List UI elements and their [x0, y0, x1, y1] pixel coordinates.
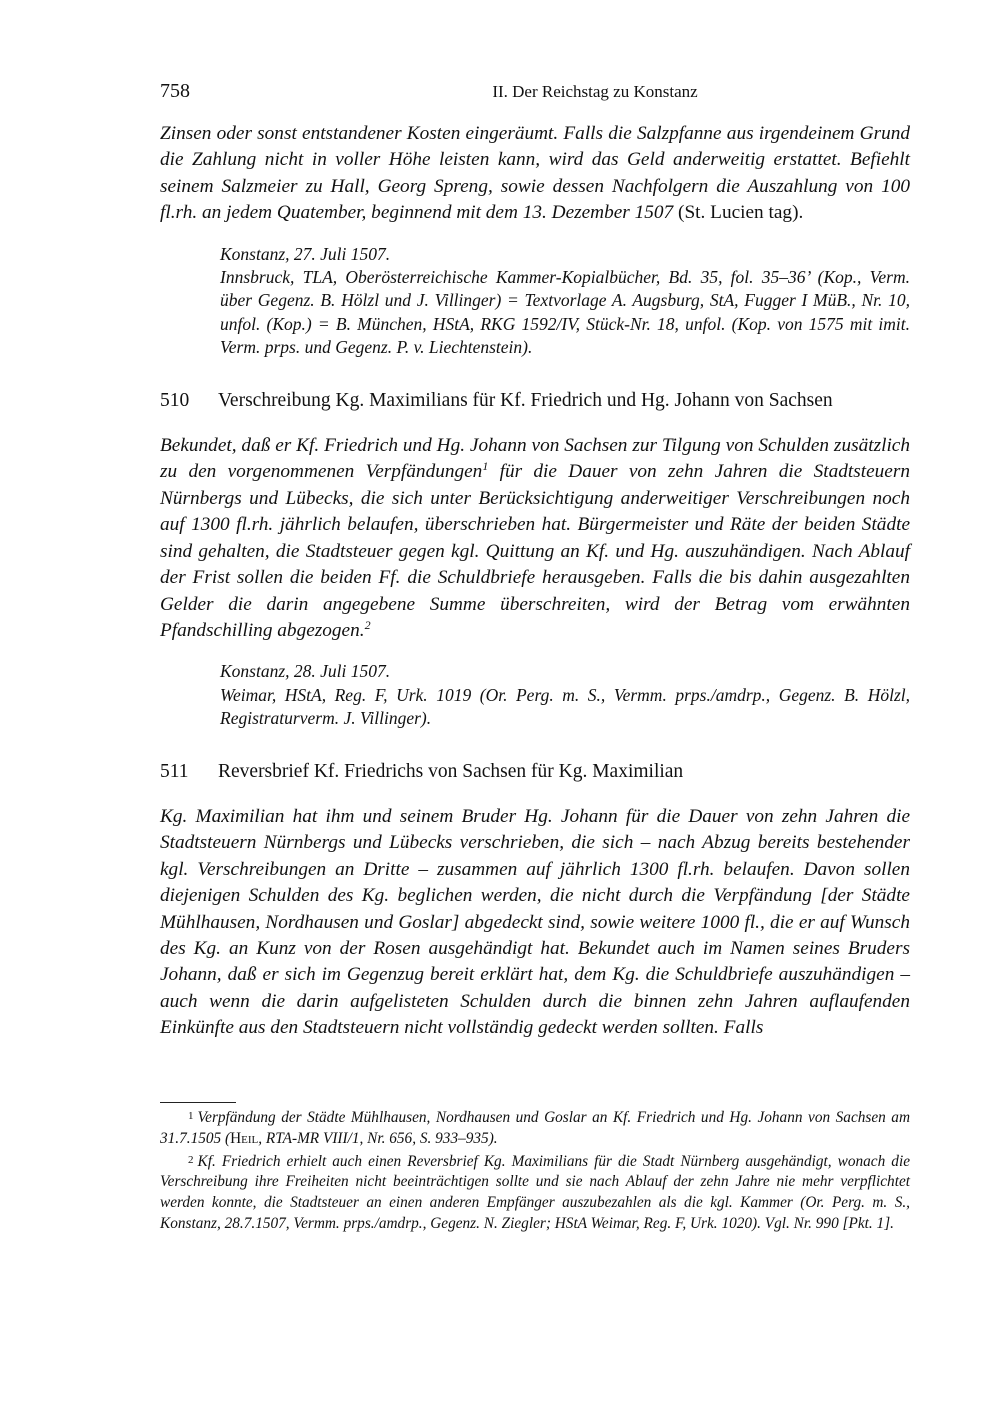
footnote-2	[160, 1150, 910, 1235]
footnotes	[160, 1106, 910, 1235]
source-archive: Innsbruck, TLA, Oberösterreichische Kammer-Kopialbücher, Bd. 35, fol. 35–36’ (Kop., Verm. über Gegenz. B. Hölzl und J. Villinger) = Textvorlage A. Augsburg, StA, Fugger I MüB., Nr. 10, unfol. (Kop.) = B. München, HStA, RKG 1592/IV, Stück-Nr. 18, unfol. (Kop. von 1575 mit imit. Verm. prps. und Gegenz. P. v. Liechtenstein).	[220, 267, 910, 358]
source-notes-510	[220, 660, 910, 730]
footnote-mark: 1	[188, 1110, 194, 1122]
footnote-text: Verpfändung der Städte Mühlhausen, Nordhausen und Goslar an Kf. Friedrich und Hg. Johann von Sachsen am 31.7.1505 (	[160, 1109, 910, 1147]
source-notes-509	[220, 243, 910, 360]
document-title: Verschreibung Kg. Maximilians für Kf. Friedrich und Hg. Johann von Sachsen	[218, 389, 833, 411]
footnote-1	[160, 1106, 910, 1150]
regest-text-part: für die Dauer von zehn Jahren die Stadtsteuern Nürnbergs und Lübecks, die sich unter Berücksichtigung anderweitiger Verschreibungen noch auf 1300 fl.rh. jährlich belaufen, überschrieben hat. Bürgermeister und Räte der beiden Städte sind gehalten, die Stadtsteuer gegen kgl. Quittung an Kf. und Hg. auszuhändigen. Nach Ablauf der Frist sollen die beiden Ff. die Schuldbriefe herausgeben. Falls die bis dahin ausgezahlten Gelder die darin angegebene Summe überschreiten, wird der Betrag vom erwähnten Pfandschilling abgezogen.	[160, 461, 910, 641]
footnote-reference[interactable]: 2	[364, 617, 371, 632]
running-header	[160, 80, 910, 110]
running-title: II. Der Reichstag zu Konstanz	[492, 82, 698, 101]
footnote-text: , RTA-MR VIII/1, Nr. 656, S. 933–935).	[258, 1129, 498, 1147]
page-number: 758	[160, 80, 190, 102]
continued-regest	[160, 121, 910, 227]
footnote-author: Heil	[230, 1129, 259, 1147]
document-number: 511	[160, 760, 189, 782]
source-date: Konstanz, 28. Juli 1507.	[220, 661, 391, 682]
document-title: Reversbrief Kf. Friedrichs von Sachsen für Kg. Maximilian	[218, 760, 684, 782]
footnote-mark: 2	[188, 1153, 194, 1166]
document-number: 510	[160, 389, 190, 411]
continued-regest-italic: Zinsen oder sonst entstandener Kosten eingeräumt. Falls die Salzpfanne aus irgendeinem Grund die Zahlung nicht in voller Höhe leisten kann, wird das Geld anderweitig erstattet. Befiehlt seinem Salzmeier zu Hall, Georg Spreng, sowie dessen Nachfolgern die Auszahlung von 100 fl.rh. an jedem Quatember, beginnend mit dem 13. Dezember 1507	[160, 123, 910, 224]
page	[160, 80, 910, 1042]
regest-text-part: Bekundet, daß er Kf. Friedrich und Hg. Johann von Sachsen zur Tilgung von Schulden zusätzlich zu den vorgenommenen Verpfändungen	[160, 435, 910, 483]
document-heading-511	[160, 759, 910, 785]
continued-regest-roman: (St. Lucien tag).	[673, 202, 804, 224]
footnote-text: Kf. Friedrich erhielt auch einen Reversbrief Kg. Maximilians für die Stadt Nürnberg ausgehändigt, wonach die Verschreibung ihre Freiheiten nicht beeinträchtigen sollte und sie nach Ablauf der zehn Jahre nie mehr verpflichtet werden konnte, die Stadtsteuer an einen anderen Empfänger auszubezahlen als die kgl. Kammer (Or. Perg. m. S., Konstanz, 28.7.1507, Vermm. prps./amdrp., Gegenz. N. Ziegler; HStA Weimar, Reg. F, Urk. 1020). Vgl. Nr. 990 [Pkt. 1].	[160, 1152, 910, 1232]
source-archive: Weimar, HStA, Reg. F, Urk. 1019 (Or. Perg. m. S., Vermm. prps./amdrp., Gegenz. B. Hölzl, Registraturverm. J. Villinger).	[220, 684, 910, 729]
regest-511: Kg. Maximilian hat ihm und seinem Bruder Hg. Johann für die Dauer von zehn Jahren die Stadtsteuern Nürnbergs und Lübecks verschrieben, die sich – nach Abzug bereits bestehender kgl. Verschreibungen an Dritte – zusammen auf jährlich 1300 fl.rh. belaufen. Davon sollen diejenigen Schulden des Kg. beglichen werden, die nicht durch die Verpfändung [der Städte Mühlhausen, Nordhausen und Goslar] abgedeckt sind, sowie weitere 1000 fl., die er auf Wunsch des Kg. an Kunz von der Rosen ausgehändigt hat. Bekundet auch im Namen seines Bruders Johann, daß er sich im Gegenzug bereit erklärt hat, dem Kg. die Schuldbriefe auszuhändigen – auch wenn die darin aufgelisteten Schulden durch die binnen zehn Jahren auflaufenden Einkünfte aus den Stadtsteuern nicht vollständig gedeckt werden sollten. Falls	[160, 805, 910, 1039]
source-date: Konstanz, 27. Juli 1507.	[220, 243, 391, 264]
regest-510	[160, 433, 910, 644]
footnote-rule	[160, 1102, 236, 1103]
document-heading-510	[160, 388, 910, 414]
footnote-reference[interactable]: 1	[482, 459, 489, 474]
